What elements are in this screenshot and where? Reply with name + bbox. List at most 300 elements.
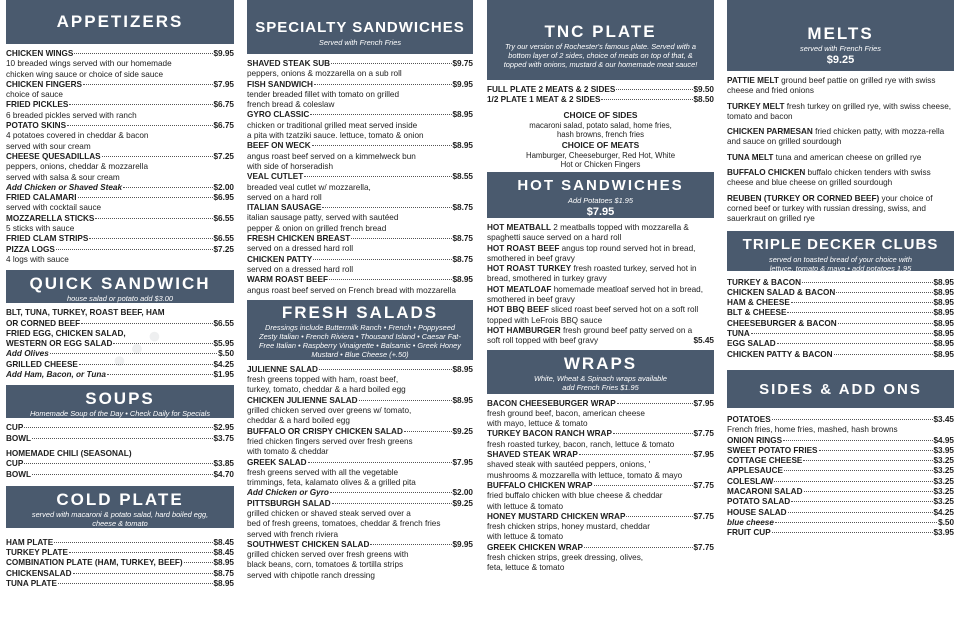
dot-leader [314,84,452,85]
menu-item [727,298,954,308]
item-price: $7.75 [693,511,714,521]
item-price: $8.95 [933,298,954,308]
item-name: CUP [6,423,24,433]
item-description: cheddar & a hard boiled egg [247,416,350,426]
menu-item-row [6,459,234,469]
menu-item-row [247,80,473,90]
menu-item [247,59,473,80]
hot-sandwiches-subtitle: Add Potatoes $1.95 [568,195,633,205]
sides-list [727,415,954,539]
melts-title: MELTS [807,24,874,43]
item-description: fresh roasted turkey, bacon, ranch, lettuce & tomato [487,439,675,449]
item-description: peppers, onions, cheddar & mozzarella [6,162,148,172]
item-description: angus roast beef served on a kimmelweck bun [247,151,416,161]
dot-leader [751,333,933,334]
menu-item [6,193,234,214]
item-price: $8.95 [933,287,954,297]
dot-leader [32,474,212,475]
item-price: $8.45 [213,548,234,558]
item-price: $5.45 [693,336,714,346]
menu-item-row [247,141,473,151]
item-description: buffalo chicken tenders with swiss cheese and blue cheese on grilled sourdough [727,168,931,188]
item-name: OR CORNED BEEF [6,318,81,328]
menu-item [6,152,234,183]
item-description: fresh ground beef, bacon, american cheese [487,408,645,418]
menu-item-row [247,110,473,120]
tnc-sides-title: CHOICE OF SIDES [563,109,638,120]
sides-title: SIDES & ADD ONS [759,380,922,398]
item-price: $9.95 [213,49,234,58]
item-name: TURKEY BACON RANCH WRAP [487,429,612,439]
dot-leader [95,218,212,219]
menu-item [487,512,714,543]
dot-leader [322,207,451,208]
tnc-meats-title: CHOICE OF MEATS [561,139,640,150]
quick-sandwich-subtitle: house salad or potato add $3.00 [66,294,174,304]
dot-leader [50,353,217,354]
menu-item [727,446,954,456]
triple-decker-header [727,231,954,271]
menu-item [247,141,473,172]
dot-leader [788,512,933,513]
menu-item-row [487,95,714,105]
dot-leader [56,249,213,250]
dot-leader [351,238,451,239]
menu-item-row [727,329,954,339]
appetizers-list [6,49,234,265]
menu-item-text [487,264,714,285]
menu-item-text [487,223,714,244]
item-name: CHICKEN SALAD & BACON [727,287,836,297]
dot-leader [69,104,212,105]
menu-item [6,245,234,266]
menu-item [487,264,714,285]
menu-item-row [727,477,954,487]
item-name: BACON CHEESEBURGER WRAP [487,398,616,408]
item-price: $7.95 [693,450,714,460]
wraps-list [487,399,714,574]
tnc-title: TNC PLATE [544,22,657,41]
item-description: bed of fresh greens, tomatoes, cheddar & french fries [247,519,441,529]
dot-leader [783,440,932,441]
item-price: $4.70 [213,469,234,479]
item-description: italian sausage patty, served with sautéed [247,213,399,223]
sides-header [727,370,954,408]
menu-item-row [487,543,714,553]
specialty-list [247,59,473,296]
item-description: served on a dressed hard roll [247,244,354,254]
item-price: $4.25 [933,507,954,517]
item-price: $9.75 [452,59,473,68]
item-name: TUNA MELT [727,152,774,162]
item-name: COMBINATION PLATE (HAM, TURKEY, BEEF) [6,558,183,568]
dot-leader [74,53,212,54]
item-description: fresh greens served with all the vegetable [247,467,399,477]
menu-item-row [727,456,954,466]
item-price: $3.75 [213,433,234,443]
item-description: with lettuce & tomato [487,532,563,542]
cold-plate-title: COLD PLATE [56,489,184,509]
menu-item [727,319,954,329]
menu-item-text [487,244,714,265]
item-description: grilled chicken served over greens w/ tomato, [247,406,412,416]
dot-leader [107,374,213,375]
dot-leader [89,238,212,239]
item-price: $6.75 [213,100,234,110]
fresh-salads-subtitle: Dressings include Buttermilk Ranch • French • Poppyseed Zesty Italian • French Riviera • Thousand Island • Caesar Fat-Free Italian • Raspberry Vinaigrette • Balsamic • Greek Honey Mustard • Blue Cheese (+.50) [259,322,461,359]
menu-item-row [487,85,714,95]
menu-item [247,458,473,489]
menu-item-row [727,508,954,518]
menu-item [6,349,234,359]
item-price: $8.95 [933,339,954,349]
menu-item-row [6,214,234,224]
tnc-subtitle: Try our version of Rochester's famous plate. Served with a bottom layer of 2 sides, choice of meats on top of that, & topped with onions, mustard & our homemade meat sauce! [503,42,698,69]
tnc-list [487,85,714,106]
menu-item [247,203,473,234]
menu-item-row [6,370,234,380]
menu-item-row [727,446,954,456]
menu-item-row [247,427,473,437]
item-text-wrap [487,285,703,304]
menu-item-row [6,470,234,480]
menu-item [6,548,234,558]
item-description: chicken or traditional grilled meat served inside [247,120,418,130]
column-4 [727,0,954,620]
menu-item-row [6,329,234,339]
item-description: fresh turkey on grilled rye, with swiss cheese, tomato and bacon [727,101,952,121]
dot-leader [83,84,213,85]
menu-item-row [247,255,473,265]
dot-leader [601,99,692,100]
menu-item [727,288,954,298]
menu-item [487,85,714,95]
item-name: HOMEMADE CHILI (SEASONAL) [6,448,132,458]
menu-item-row [247,458,473,468]
item-price: $7.75 [693,429,714,439]
menu-item-row [727,497,954,507]
item-price: $8.95 [933,277,954,287]
item-description: served with chipotle ranch dressing [247,570,375,580]
item-description: black beans, corn, tomatoes & tortilla strips [247,560,404,570]
menu-item-text [727,102,954,123]
menu-item [727,456,954,466]
dot-leader [69,552,212,553]
item-price: $8.95 [452,275,473,285]
dot-leader [32,438,212,439]
menu-item [6,370,234,380]
menu-item [487,481,714,512]
item-text-wrap [727,194,933,224]
melts-header [727,0,954,71]
item-description: tender breaded fillet with tomato on grilled [247,89,400,99]
item-name: MOZZARELLA STICKS [6,213,95,223]
item-price: $6.75 [213,121,234,131]
tnc-header [487,0,714,80]
item-name: TURKEY PLATE [6,548,69,558]
menu-item [247,488,473,498]
item-name: FRIED CLAM STRIPS [6,234,89,244]
menu-item-row [247,203,473,213]
item-description: fresh ground beef patty served on a soft roll topped with beef gravy [487,325,693,346]
item-price: $8.95 [933,308,954,318]
dot-leader [584,547,693,548]
menu-item [6,360,234,370]
menu-item-text [727,153,954,163]
item-name: SWEET POTATO FRIES [727,445,818,455]
appetizers-header [6,0,234,44]
item-name: REUBEN (TURKEY OR CORNED BEEF) [727,193,880,203]
triple-decker-subtitle: served on toasted bread of your choice with lettuce, tomato & mayo • add potatoes 1.95 [769,254,912,273]
menu-item-row [247,488,473,498]
item-name: Add Ham, Bacon, or Tuna [6,370,106,380]
item-description: served with french riviera [247,529,339,539]
item-name: HAM & CHEESE [727,298,790,308]
cold-plate-list [6,538,234,589]
item-name: CHICKENSALAD [6,568,72,578]
item-price: $8.75 [213,568,234,578]
tnc-sides-desc: macaroni salad, potato salad, home fries, hash browns, french fries [529,120,672,140]
menu-item [6,434,234,444]
item-text-wrap [727,153,921,162]
dot-leader [579,454,693,455]
item-description: turkey, tomato, cheddar & a hard boiled egg [247,385,406,395]
item-name: SHAVED STEAK SUB [247,59,331,68]
dot-leader [79,364,213,365]
item-price: $7.25 [213,151,234,161]
menu-item [727,127,954,148]
menu-item [6,449,234,459]
dot-leader [319,369,452,370]
menu-item-row [487,450,714,460]
item-description: ground beef pattie on grilled rye with swiss cheese and fried onions [727,76,936,96]
item-description: fresh chicken strips, honey mustard, cheddar [487,522,650,532]
dot-leader [304,176,451,177]
item-price: $9.25 [452,498,473,508]
menu-item-row [727,466,954,476]
menu-item [6,329,234,339]
menu-item-text [487,305,714,326]
tnc-meats-desc: Hamburger, Cheeseburger, Red Hot, White Hot or Chicken Fingers [525,150,676,170]
menu-item-row [727,308,954,318]
specialty-subtitle: Served with French Fries [318,38,402,47]
menu-item-row [247,275,473,285]
menu-item-text [727,127,954,148]
item-name: HOUSE SALAD [727,507,787,517]
column-3 [487,0,714,620]
menu-item-row [727,288,954,298]
item-price: $3.25 [933,497,954,507]
menu-item [6,49,234,80]
item-name: FRUIT CUP [727,528,771,538]
item-description: 2 meatballs topped with mozzarella & spaghetti sauce served on a hard roll [487,222,689,243]
dot-leader [113,343,212,344]
item-price: $7.95 [452,457,473,467]
item-name: HOT ROAST TURKEY [487,264,572,274]
item-description: fresh roasted turkey, served hot in bread, smothered in turkey gravy [487,264,697,284]
item-name: PATTIE MELT [727,76,779,85]
dot-leader [81,323,212,324]
menu-item [727,153,954,163]
item-name: FRIED PICKLES [6,100,69,110]
menu-item-row [6,434,234,444]
menu-item-row [6,319,234,329]
item-description: grilled chicken or shaved steak served over a [247,508,411,518]
soups-subtitle: Homemade Soup of the Day • Check Daily for Specials [29,409,211,419]
item-name: GYRO CLASSIC [247,110,310,120]
menu-item [247,172,473,203]
item-text-wrap [727,168,931,187]
item-price: $.50 [938,517,954,527]
dot-leader [24,463,212,464]
dot-leader [787,312,932,313]
dot-leader [836,292,932,293]
item-description: angus top round served hot in bread, smothered in beef gravy [487,243,696,263]
menu-item [727,76,954,97]
item-name: WARM ROAST BEEF [247,275,328,285]
menu-item [487,95,714,105]
item-price: $7.95 [693,398,714,408]
item-price: $8.95 [452,395,473,405]
item-name: TURKEY MELT [727,101,785,111]
item-description: 10 breaded wings served with our homemade [6,59,172,69]
wraps-subtitle: White, Wheat & Spinach wraps available add French Fries $1.95 [533,373,668,392]
item-name: FRESH CHICKEN BREAST [247,234,351,244]
dot-leader [803,460,932,461]
menu-item-row [487,481,714,491]
item-name: Add Olives [6,349,49,359]
menu-item-row [727,319,954,329]
menu-item [487,450,714,481]
menu-item-row [487,429,714,439]
dot-leader [802,282,933,283]
menu-item [6,319,234,329]
item-price: $.50 [218,349,234,359]
item-description: chicken wing sauce or choice of side sauce [6,69,164,79]
menu-item [6,80,234,101]
menu-item-row [727,518,954,528]
cold-plate-subtitle: served with macaroni & potato salad, hard boiled egg, cheese & tomato [31,509,209,528]
item-description: choice of sauce [6,90,63,100]
item-price: $4.25 [213,359,234,369]
hot-sandwiches-header [487,172,714,218]
triple-decker-list [727,278,954,360]
item-description: 6 breaded pickles served with ranch [6,110,137,120]
menu-item-row [6,308,234,318]
item-name: PITTSBURGH SALAD [247,498,331,508]
item-text-wrap [487,305,698,324]
menu-item [247,365,473,396]
menu-item [727,168,954,189]
menu-item [6,183,234,193]
dot-leader [772,419,933,420]
item-name: CHICKEN PATTY [247,254,313,264]
menu-item [487,244,714,265]
fresh-salads-title: FRESH SALADS [281,302,439,322]
item-price: $8.50 [693,95,714,105]
item-name: Add Chicken or Gyro [247,488,329,498]
item-name: CHICKEN JULIENNE SALAD [247,395,358,405]
item-description: sliced roast beef served hot on a soft roll topped with LeFrois BBQ sauce [487,305,699,325]
menu-item-row [727,298,954,308]
menu-item-row [6,183,234,193]
item-name: FULL PLATE 2 MEATS & 2 SIDES [487,85,616,94]
menu-item-row [6,49,234,59]
menu-item [727,487,954,497]
menu-item [487,429,714,450]
item-price: $6.95 [213,193,234,203]
dot-leader [784,470,933,471]
menu-item-row [6,423,234,433]
fresh-salads-header [247,300,473,360]
item-description: fried chicken patty, with mozza-rella and sauce on grilled sourdough [727,127,945,147]
dot-leader [331,63,451,64]
dot-leader [54,542,212,543]
item-price: $8.95 [933,329,954,339]
menu-item [247,255,473,276]
item-name: COTTAGE CHEESE [727,456,803,466]
item-name: POTATOES [727,414,771,424]
item-price: $9.95 [452,79,473,89]
item-name: GREEK CHICKEN WRAP [487,542,583,552]
menu-item [6,579,234,589]
item-description: served on a dressed hard roll [247,264,354,274]
menu-item-text [487,326,714,347]
item-name: APPLESAUCE [727,466,783,476]
item-name: blue cheese [727,517,774,527]
menu-item-row [727,436,954,446]
item-price: $2.00 [452,488,473,498]
item-name: SHAVED STEAK WRAP [487,450,578,460]
item-text-wrap [487,326,694,347]
menu-item-row [727,415,954,425]
melts-price: $9.25 [826,54,855,66]
menu-item [6,459,234,469]
item-name: HAM PLATE [6,537,54,547]
dot-leader [613,433,693,434]
item-name: GREEK SALAD [247,457,307,467]
item-name: WESTERN OR EGG SALAD [6,339,113,349]
item-price: $8.75 [452,254,473,264]
dot-leader [329,279,452,280]
item-price: $3.85 [213,459,234,469]
menu-item [247,540,473,581]
soups-list [6,423,234,479]
item-price: $5.95 [213,339,234,349]
item-price: $3.95 [933,528,954,538]
menu-item [6,558,234,568]
menu-item [6,308,234,318]
item-name: CHICKEN WINGS [6,49,74,58]
item-price: $6.55 [213,213,234,223]
appetizers-title: APPETIZERS [56,12,184,31]
item-price: $8.95 [452,141,473,151]
item-name: BOWL [6,433,32,443]
dot-leader [616,89,692,90]
item-name: HOT HAMBURGER [487,325,561,335]
item-description: angus roast beef served on French bread with mozzarella [247,285,456,295]
dot-leader [184,562,213,563]
item-name: SOUTHWEST CHICKEN SALAD [247,539,370,549]
dot-leader [330,492,452,493]
menu-item [727,102,954,123]
item-name: CHICKEN FINGERS [6,79,82,89]
item-price: $4.95 [933,435,954,445]
item-name: COLESLAW [727,476,774,486]
menu-item [247,427,473,458]
item-price: $9.50 [693,85,714,94]
item-price: $7.25 [213,244,234,254]
